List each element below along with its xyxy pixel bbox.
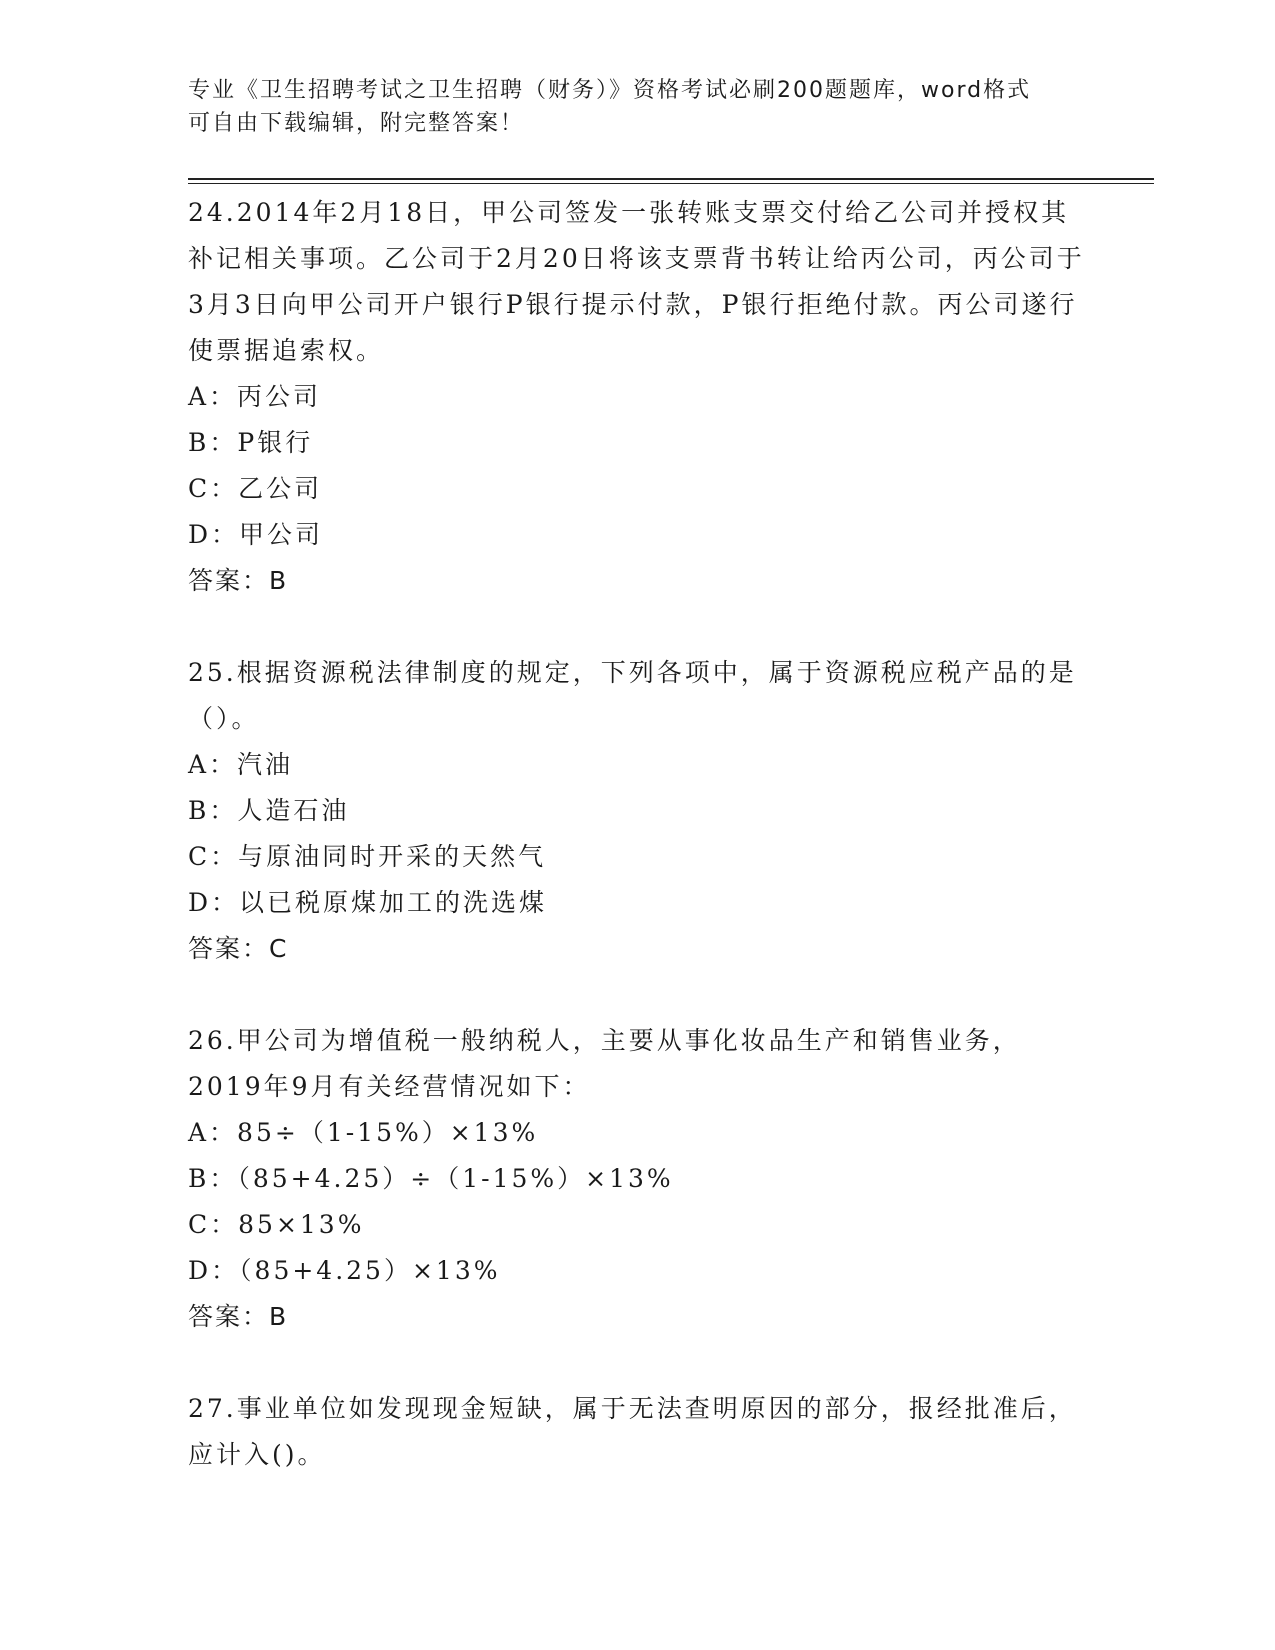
option-d: D：以已税原煤加工的洗选煤 — [188, 888, 548, 917]
answer-line: 答案：B — [188, 1302, 289, 1331]
spacer — [188, 604, 1088, 650]
question-27 — [188, 1386, 1088, 1478]
question-stem: 24.2014年2月18日，甲公司签发一张转账支票交付给乙公司并授权其补记相关事项。乙公司于2月20日将该支票背书转让给丙公司，丙公司于3月3日向甲公司开户银行P银行提示付款，P银行拒绝付款。丙公司遂行使票据追索权。 — [188, 198, 1085, 365]
option-a: A：汽油 — [188, 750, 294, 779]
option-b: B：人造石油 — [188, 796, 350, 825]
answer-line: 答案：B — [188, 566, 289, 595]
question-stem: 25.根据资源税法律制度的规定，下列各项中，属于资源税应税产品的是（）。 — [188, 658, 1077, 733]
header-divider-thick — [188, 178, 1154, 180]
question-24 — [188, 190, 1088, 604]
header-line-2: 可自由下载编辑，附完整答案！ — [188, 111, 525, 136]
spacer — [188, 1340, 1088, 1386]
option-c: C：85×13% — [188, 1210, 365, 1239]
option-b: B：（85+4.25）÷（1-15%）×13% — [188, 1164, 674, 1193]
option-d: D：（85+4.25）×13% — [188, 1256, 501, 1285]
answer-line: 答案：C — [188, 934, 289, 963]
header-divider-thin — [188, 183, 1154, 184]
question-25 — [188, 650, 1088, 972]
option-a: A：85÷（1-15%）×13% — [188, 1118, 539, 1147]
question-list — [188, 190, 1088, 1478]
document-header — [188, 74, 1088, 140]
option-a: A：丙公司 — [188, 382, 322, 411]
option-c: C：与原油同时开采的天然气 — [188, 842, 547, 871]
question-stem: 27.事业单位如发现现金短缺，属于无法查明原因的部分，报经批准后，应计入()。 — [188, 1394, 1077, 1469]
spacer — [188, 972, 1088, 1018]
question-stem: 26.甲公司为增值税一般纳税人，主要从事化妆品生产和销售业务，2019年9月有关经营情况如下： — [188, 1026, 1021, 1101]
option-b: B：P银行 — [188, 428, 314, 457]
option-d: D：甲公司 — [188, 520, 324, 549]
header-line-1: 专业《卫生招聘考试之卫生招聘（财务）》资格考试必刷200题题库，word格式 — [188, 78, 1032, 103]
question-26 — [188, 1018, 1088, 1340]
option-c: C：乙公司 — [188, 474, 323, 503]
